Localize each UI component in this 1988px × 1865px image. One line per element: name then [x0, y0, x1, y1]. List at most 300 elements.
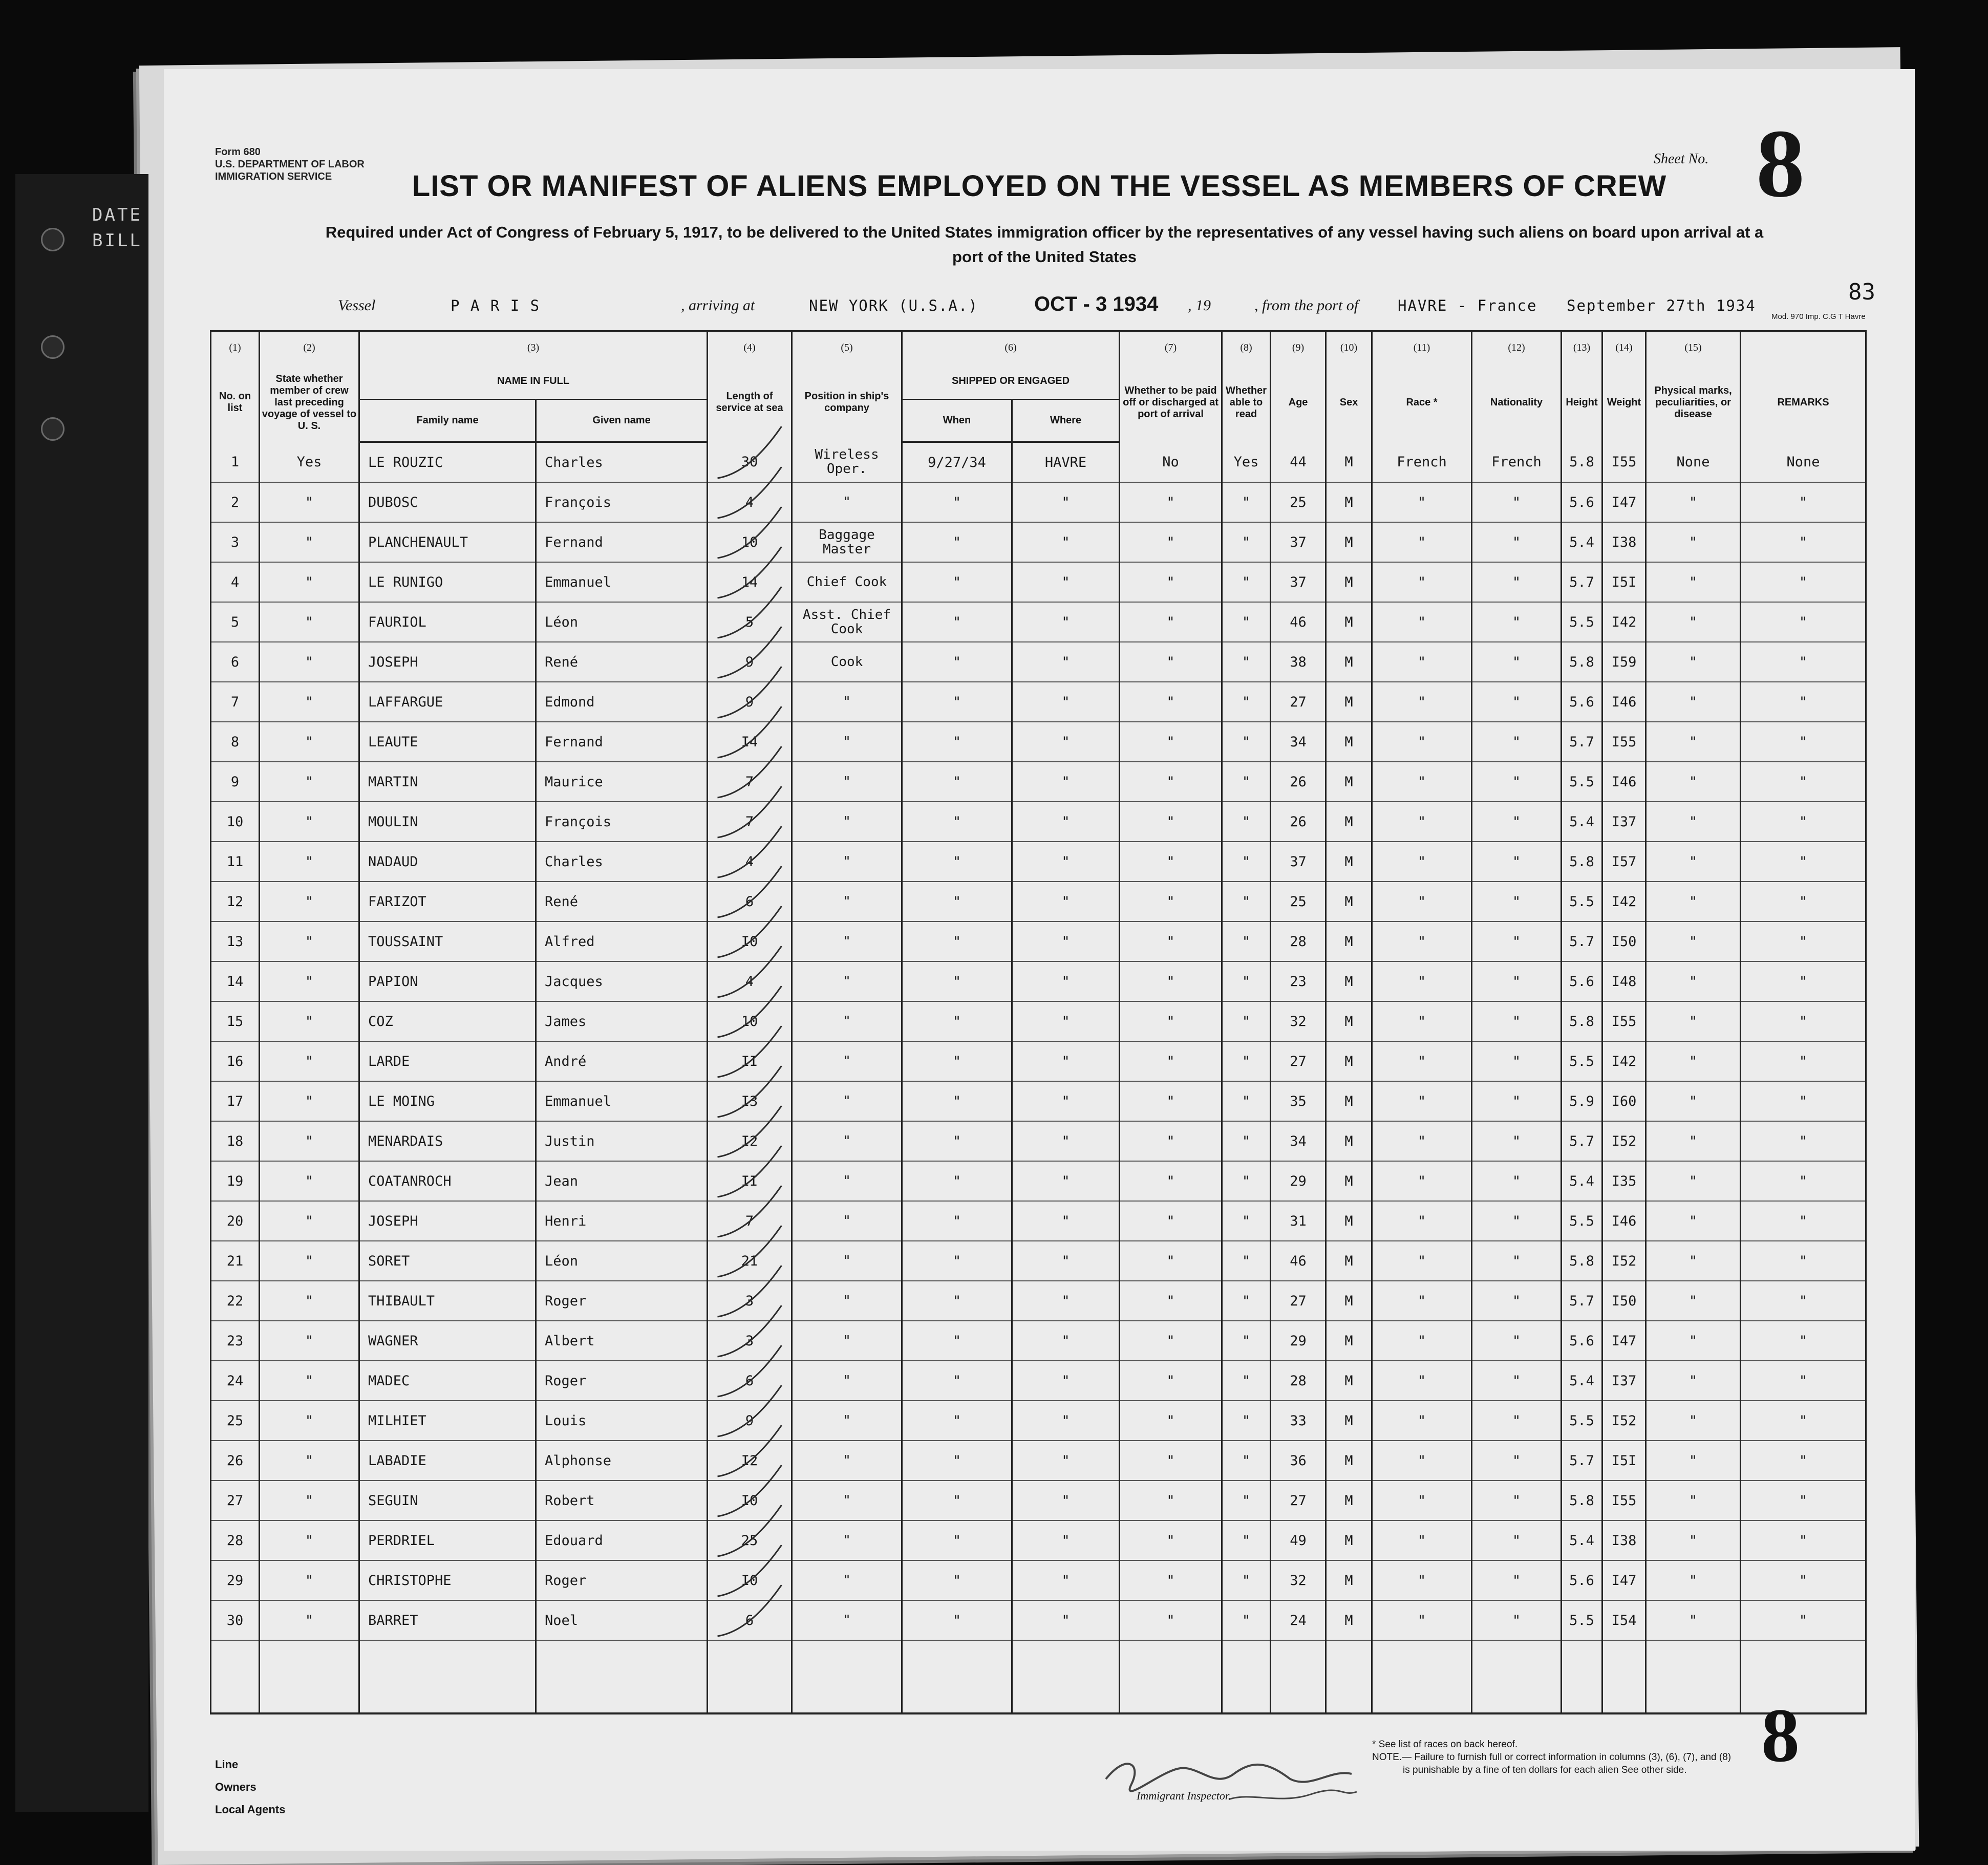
able-to-read-cell: " — [1222, 1241, 1271, 1281]
nationality-cell: " — [1472, 482, 1562, 522]
given-name-cell: René — [536, 642, 708, 682]
engaged-where-cell: " — [1012, 762, 1120, 802]
binder-hole — [41, 228, 65, 251]
physical-marks-cell: " — [1646, 1441, 1741, 1481]
position-cell: " — [792, 802, 902, 842]
race-cell: " — [1372, 1161, 1472, 1201]
age-cell: 44 — [1271, 442, 1326, 482]
able-to-read-cell: Yes — [1222, 442, 1271, 482]
race-cell: " — [1372, 722, 1472, 762]
nationality-cell: " — [1472, 682, 1562, 722]
remarks-cell: " — [1741, 1081, 1866, 1121]
weight-cell: I47 — [1602, 1321, 1646, 1361]
weight-cell: I47 — [1602, 1560, 1646, 1600]
given-name-cell: Fernand — [536, 522, 708, 562]
remarks-cell: " — [1741, 1441, 1866, 1481]
height-cell: 5.8 — [1562, 842, 1602, 882]
sex-cell: M — [1326, 1560, 1372, 1600]
physical-marks-cell: " — [1646, 961, 1741, 1001]
able-to-read-cell: " — [1222, 1041, 1271, 1081]
engaged-where-cell: " — [1012, 1481, 1120, 1520]
remarks-cell: " — [1741, 1560, 1866, 1600]
engaged-where-cell: " — [1012, 1201, 1120, 1241]
row-number-cell: 28 — [211, 1520, 260, 1560]
able-to-read-cell: " — [1222, 522, 1271, 562]
family-name-cell: COATANROCH — [359, 1161, 536, 1201]
previous-voyage-cell: " — [260, 562, 359, 602]
position-cell: Chief Cook — [792, 562, 902, 602]
engaged-where-cell: " — [1012, 1241, 1120, 1281]
service-years-cell: 3 — [708, 1321, 792, 1361]
weight-cell: I52 — [1602, 1401, 1646, 1441]
height-cell: 5.8 — [1562, 442, 1602, 482]
weight-cell: I52 — [1602, 1121, 1646, 1161]
age-cell: 34 — [1271, 722, 1326, 762]
paid-off-cell: " — [1120, 682, 1222, 722]
paid-off-cell: " — [1120, 1001, 1222, 1041]
previous-voyage-cell: " — [260, 842, 359, 882]
engaged-where-cell: " — [1012, 602, 1120, 642]
able-to-read-cell: " — [1222, 1281, 1271, 1321]
year-label: , 19 — [1188, 297, 1211, 314]
col-num-11: (11) — [1372, 331, 1472, 363]
paid-off-cell: " — [1120, 762, 1222, 802]
service-years-cell: 6 — [708, 1600, 792, 1640]
able-to-read-cell: " — [1222, 1560, 1271, 1600]
engaged-when-cell: " — [902, 1560, 1012, 1600]
engaged-when-cell: " — [902, 482, 1012, 522]
remarks-cell: " — [1741, 1241, 1866, 1281]
position-cell: " — [792, 1560, 902, 1600]
previous-voyage-cell: " — [260, 722, 359, 762]
remarks-cell: " — [1741, 482, 1866, 522]
binder-hole — [41, 417, 65, 441]
service-years-cell: 9 — [708, 1401, 792, 1441]
pencil-check-mark — [718, 946, 782, 997]
service-years-cell: 4 — [708, 961, 792, 1001]
previous-voyage-cell: " — [260, 642, 359, 682]
nationality-cell: " — [1472, 1241, 1562, 1281]
service-years-cell: 4 — [708, 842, 792, 882]
physical-marks-cell: " — [1646, 642, 1741, 682]
sex-cell: M — [1326, 1321, 1372, 1361]
paid-off-cell: " — [1120, 1281, 1222, 1321]
position-cell: " — [792, 1361, 902, 1401]
engaged-when-cell: " — [902, 642, 1012, 682]
engaged-when-cell: " — [902, 1600, 1012, 1640]
engaged-when-cell: " — [902, 562, 1012, 602]
row-number-cell: 1 — [211, 442, 260, 482]
remarks-cell: " — [1741, 522, 1866, 562]
sex-cell: M — [1326, 1600, 1372, 1640]
nationality-cell: " — [1472, 722, 1562, 762]
race-cell: French — [1372, 442, 1472, 482]
physical-marks-cell: " — [1646, 1361, 1741, 1401]
weight-cell: I38 — [1602, 1520, 1646, 1560]
race-cell: " — [1372, 1441, 1472, 1481]
position-cell: " — [792, 1321, 902, 1361]
race-cell: " — [1372, 842, 1472, 882]
paid-off-cell: " — [1120, 1401, 1222, 1441]
height-cell: 5.4 — [1562, 1520, 1602, 1560]
pencil-check-mark — [718, 1146, 782, 1197]
row-number-cell: 11 — [211, 842, 260, 882]
able-to-read-cell: " — [1222, 842, 1271, 882]
nationality-cell: " — [1472, 921, 1562, 961]
position-cell: " — [792, 482, 902, 522]
col-num-12: (12) — [1472, 331, 1562, 363]
remarks-cell: " — [1741, 1201, 1866, 1241]
physical-marks-cell: " — [1646, 482, 1741, 522]
remarks-cell: " — [1741, 1001, 1866, 1041]
family-name-cell: PERDRIEL — [359, 1520, 536, 1560]
able-to-read-cell: " — [1222, 482, 1271, 522]
header-sex: Sex — [1326, 363, 1372, 442]
family-name-cell: FAURIOL — [359, 602, 536, 642]
paid-off-cell: " — [1120, 1041, 1222, 1081]
age-cell: 32 — [1271, 1001, 1326, 1041]
height-cell: 5.4 — [1562, 1361, 1602, 1401]
paid-off-cell: " — [1120, 642, 1222, 682]
race-cell: " — [1372, 1401, 1472, 1441]
physical-marks-cell: " — [1646, 682, 1741, 722]
race-cell: " — [1372, 1041, 1472, 1081]
page-title: LIST OR MANIFEST OF ALIENS EMPLOYED ON THE VESSEL AS MEMBERS OF CREW — [412, 169, 1667, 203]
given-name-cell: André — [536, 1041, 708, 1081]
family-name-cell: SORET — [359, 1241, 536, 1281]
engaged-where-cell: " — [1012, 1520, 1120, 1560]
previous-voyage-cell: " — [260, 1161, 359, 1201]
family-name-cell: JOSEPH — [359, 1201, 536, 1241]
position-cell: " — [792, 1481, 902, 1520]
weight-cell: I55 — [1602, 1481, 1646, 1520]
nationality-cell: " — [1472, 602, 1562, 642]
age-cell: 29 — [1271, 1161, 1326, 1201]
age-cell: 27 — [1271, 1281, 1326, 1321]
given-name-cell: Charles — [536, 842, 708, 882]
age-cell: 46 — [1271, 602, 1326, 642]
previous-voyage-cell: Yes — [260, 442, 359, 482]
position-cell: " — [792, 921, 902, 961]
remarks-cell: " — [1741, 882, 1866, 921]
race-cell: " — [1372, 1001, 1472, 1041]
physical-marks-cell: " — [1646, 1041, 1741, 1081]
remarks-cell: " — [1741, 1121, 1866, 1161]
age-cell: 37 — [1271, 562, 1326, 602]
engaged-where-cell: " — [1012, 802, 1120, 842]
height-cell: 5.7 — [1562, 722, 1602, 762]
remarks-cell: " — [1741, 1361, 1866, 1401]
date-stamp: OCT - 3 1934 — [1034, 293, 1159, 315]
able-to-read-cell: " — [1222, 1481, 1271, 1520]
age-cell: 29 — [1271, 1321, 1326, 1361]
row-number-cell: 18 — [211, 1121, 260, 1161]
remarks-cell: " — [1741, 1600, 1866, 1640]
row-number-cell: 3 — [211, 522, 260, 562]
age-cell: 36 — [1271, 1441, 1326, 1481]
service-years-cell: 3 — [708, 1281, 792, 1321]
engaged-when-cell: " — [902, 1520, 1012, 1560]
given-name-cell: Fernand — [536, 722, 708, 762]
form-number: Form 680 U.S. DEPARTMENT OF LABOR IMMIGRATION SERVICE — [215, 146, 365, 182]
able-to-read-cell: " — [1222, 921, 1271, 961]
paid-off-cell: " — [1120, 1481, 1222, 1520]
position-cell: " — [792, 1520, 902, 1560]
sex-cell: M — [1326, 961, 1372, 1001]
header-family-name: Family name — [359, 399, 536, 442]
age-cell: 32 — [1271, 1560, 1326, 1600]
row-number-cell: 2 — [211, 482, 260, 522]
engaged-when-cell: " — [902, 1161, 1012, 1201]
previous-voyage-cell: " — [260, 1201, 359, 1241]
age-cell: 46 — [1271, 1241, 1326, 1281]
given-name-cell: James — [536, 1001, 708, 1041]
weight-cell: I46 — [1602, 682, 1646, 722]
penalty-note: NOTE.— Failure to furnish full or correct information in columns (3), (6), (7), and (8) — [1372, 1752, 1732, 1763]
height-cell: 5.5 — [1562, 1600, 1602, 1640]
given-name-cell: Jean — [536, 1161, 708, 1201]
engaged-where-cell: " — [1012, 961, 1120, 1001]
row-number-cell: 4 — [211, 562, 260, 602]
able-to-read-cell: " — [1222, 602, 1271, 642]
pencil-check-mark — [718, 1505, 782, 1556]
manifest-page — [164, 69, 1915, 1851]
able-to-read-cell: " — [1222, 1401, 1271, 1441]
height-cell: 5.7 — [1562, 1441, 1602, 1481]
engaged-where-cell: " — [1012, 1001, 1120, 1041]
row-number-cell: 15 — [211, 1001, 260, 1041]
weight-cell: I55 — [1602, 442, 1646, 482]
height-cell: 5.6 — [1562, 1321, 1602, 1361]
row-number-cell: 26 — [211, 1441, 260, 1481]
paid-off-cell: " — [1120, 802, 1222, 842]
paid-off-cell: " — [1120, 1560, 1222, 1600]
pencil-check-mark — [718, 786, 782, 838]
given-name-cell: Louis — [536, 1401, 708, 1441]
previous-voyage-cell: " — [260, 1560, 359, 1600]
remarks-cell: " — [1741, 802, 1866, 842]
arriving-port: NEW YORK (U.S.A.) — [809, 297, 978, 314]
sheet-label: Sheet No. — [1654, 151, 1709, 167]
col-num-15: (15) — [1646, 331, 1741, 363]
paid-off-cell: " — [1120, 1441, 1222, 1481]
engaged-when-cell: 9/27/34 — [902, 442, 1012, 482]
height-cell: 5.6 — [1562, 961, 1602, 1001]
nationality-cell: " — [1472, 522, 1562, 562]
position-cell: Asst. Chief Cook — [792, 602, 902, 642]
remarks-cell: " — [1741, 1401, 1866, 1441]
given-name-cell: Roger — [536, 1361, 708, 1401]
height-cell: 5.6 — [1562, 682, 1602, 722]
header-physical-marks: Physical marks, peculiarities, or disease — [1646, 363, 1741, 442]
paid-off-cell: " — [1120, 1520, 1222, 1560]
pencil-check-mark — [718, 1545, 782, 1596]
engaged-where-cell: " — [1012, 1560, 1120, 1600]
race-cell: " — [1372, 802, 1472, 842]
sex-cell: M — [1326, 1161, 1372, 1201]
header-name-in-full: NAME IN FULL — [359, 363, 708, 399]
physical-marks-cell: None — [1646, 442, 1741, 482]
given-name-cell: Roger — [536, 1281, 708, 1321]
printer-note: Mod. 970 Imp. C.G T Havre — [1771, 312, 1866, 321]
family-name-cell: LABADIE — [359, 1441, 536, 1481]
row-number-cell: 14 — [211, 961, 260, 1001]
given-name-cell: Robert — [536, 1481, 708, 1520]
race-cell: " — [1372, 921, 1472, 961]
engaged-where-cell: " — [1012, 1041, 1120, 1081]
weight-cell: I42 — [1602, 602, 1646, 642]
family-name-cell: CHRISTOPHE — [359, 1560, 536, 1600]
family-name-cell: MADEC — [359, 1361, 536, 1401]
pencil-check-mark — [718, 1585, 782, 1636]
previous-voyage-cell: " — [260, 1241, 359, 1281]
pencil-check-mark — [718, 826, 782, 877]
given-name-cell: Maurice — [536, 762, 708, 802]
header-no-on-list: No. on list — [211, 363, 260, 442]
able-to-read-cell: " — [1222, 1361, 1271, 1401]
row-number-cell: 25 — [211, 1401, 260, 1441]
col-num-10: (10) — [1326, 331, 1372, 363]
previous-voyage-cell: " — [260, 1520, 359, 1560]
remarks-cell: " — [1741, 1321, 1866, 1361]
footer-labels — [215, 1753, 285, 1821]
sex-cell: M — [1326, 1361, 1372, 1401]
row-number-cell: 24 — [211, 1361, 260, 1401]
nationality-cell: " — [1472, 961, 1562, 1001]
row-number-cell: 29 — [211, 1560, 260, 1600]
departure-date: September 27th 1934 — [1567, 297, 1756, 314]
position-cell: " — [792, 1281, 902, 1321]
remarks-cell: " — [1741, 842, 1866, 882]
position-cell: " — [792, 1201, 902, 1241]
age-cell: 37 — [1271, 842, 1326, 882]
penalty-note-cont: is punishable by a fine of ten dollars for each alien See other side. — [1403, 1765, 1687, 1775]
race-cell: " — [1372, 1361, 1472, 1401]
sheet-number-bottom: 8 — [1761, 1693, 1800, 1778]
service-years-cell: I0 — [708, 921, 792, 961]
physical-marks-cell: " — [1646, 1481, 1741, 1520]
engaged-when-cell: " — [902, 1201, 1012, 1241]
service-years-cell: 6 — [708, 1361, 792, 1401]
given-name-cell: François — [536, 802, 708, 842]
previous-voyage-cell: " — [260, 1321, 359, 1361]
sex-cell: M — [1326, 1481, 1372, 1520]
paid-off-cell: " — [1120, 482, 1222, 522]
position-cell: Wireless Oper. — [792, 442, 902, 482]
sex-cell: M — [1326, 1281, 1372, 1321]
previous-voyage-cell: " — [260, 602, 359, 642]
row-number-cell: 23 — [211, 1321, 260, 1361]
pencil-check-mark — [718, 1026, 782, 1077]
family-name-cell: LE RUNIGO — [359, 562, 536, 602]
col-num-6: (6) — [902, 331, 1120, 363]
nationality-cell: " — [1472, 1321, 1562, 1361]
previous-voyage-cell: " — [260, 802, 359, 842]
sex-cell: M — [1326, 602, 1372, 642]
engaged-when-cell: " — [902, 1441, 1012, 1481]
race-cell: " — [1372, 882, 1472, 921]
sex-cell: M — [1326, 562, 1372, 602]
engaged-when-cell: " — [902, 882, 1012, 921]
given-name-cell: François — [536, 482, 708, 522]
engaged-when-cell: " — [902, 682, 1012, 722]
row-number-cell: 5 — [211, 602, 260, 642]
height-cell: 5.5 — [1562, 1201, 1602, 1241]
pencil-check-mark — [718, 1266, 782, 1317]
previous-voyage-cell: " — [260, 1121, 359, 1161]
col-num-13: (13) — [1562, 331, 1602, 363]
pencil-check-mark — [718, 706, 782, 758]
age-cell: 25 — [1271, 482, 1326, 522]
weight-cell: I48 — [1602, 961, 1646, 1001]
physical-marks-cell: " — [1646, 1161, 1741, 1201]
able-to-read-cell: " — [1222, 1001, 1271, 1041]
physical-marks-cell: " — [1646, 1121, 1741, 1161]
from-port-label: , from the port of — [1254, 297, 1359, 314]
paid-off-cell: " — [1120, 562, 1222, 602]
header-remarks: REMARKS — [1741, 363, 1866, 442]
family-name-cell: WAGNER — [359, 1321, 536, 1361]
physical-marks-cell: " — [1646, 602, 1741, 642]
header-height: Height — [1562, 363, 1602, 442]
header-weight: Weight — [1602, 363, 1646, 442]
able-to-read-cell: " — [1222, 1081, 1271, 1121]
remarks-cell: " — [1741, 921, 1866, 961]
weight-cell: I60 — [1602, 1081, 1646, 1121]
engaged-when-cell: " — [902, 921, 1012, 961]
age-cell: 27 — [1271, 682, 1326, 722]
race-cell: " — [1372, 1241, 1472, 1281]
previous-voyage-cell: " — [260, 1001, 359, 1041]
race-cell: " — [1372, 682, 1472, 722]
previous-voyage-cell: " — [260, 522, 359, 562]
family-name-cell: PLANCHENAULT — [359, 522, 536, 562]
inspector-label: Immigrant Inspector. — [1137, 1789, 1231, 1802]
position-cell: " — [792, 882, 902, 921]
position-cell: " — [792, 1161, 902, 1201]
physical-marks-cell: " — [1646, 1600, 1741, 1640]
given-name-cell: Roger — [536, 1560, 708, 1600]
able-to-read-cell: " — [1222, 762, 1271, 802]
race-cell: " — [1372, 1560, 1472, 1600]
engaged-when-cell: " — [902, 522, 1012, 562]
height-cell: 5.8 — [1562, 1481, 1602, 1520]
given-name-cell: Henri — [536, 1201, 708, 1241]
service-years-cell: 7 — [708, 762, 792, 802]
physical-marks-cell: " — [1646, 522, 1741, 562]
physical-marks-cell: " — [1646, 1201, 1741, 1241]
nationality-cell: " — [1472, 562, 1562, 602]
nationality-cell: " — [1472, 1481, 1562, 1520]
sex-cell: M — [1326, 522, 1372, 562]
sex-cell: M — [1326, 842, 1372, 882]
paid-off-cell: " — [1120, 1081, 1222, 1121]
col-num-5: (5) — [792, 331, 902, 363]
sex-cell: M — [1326, 1241, 1372, 1281]
header-able-to-read: Whether able to read — [1222, 363, 1271, 442]
engaged-where-cell: " — [1012, 642, 1120, 682]
able-to-read-cell: " — [1222, 882, 1271, 921]
remarks-cell: " — [1741, 1281, 1866, 1321]
row-number-cell: 22 — [211, 1281, 260, 1321]
physical-marks-cell: " — [1646, 562, 1741, 602]
given-name-cell: Léon — [536, 602, 708, 642]
physical-marks-cell: " — [1646, 1081, 1741, 1121]
previous-voyage-cell: " — [260, 762, 359, 802]
nationality-cell: " — [1472, 1441, 1562, 1481]
engaged-where-cell: " — [1012, 482, 1120, 522]
engaged-when-cell: " — [902, 1361, 1012, 1401]
